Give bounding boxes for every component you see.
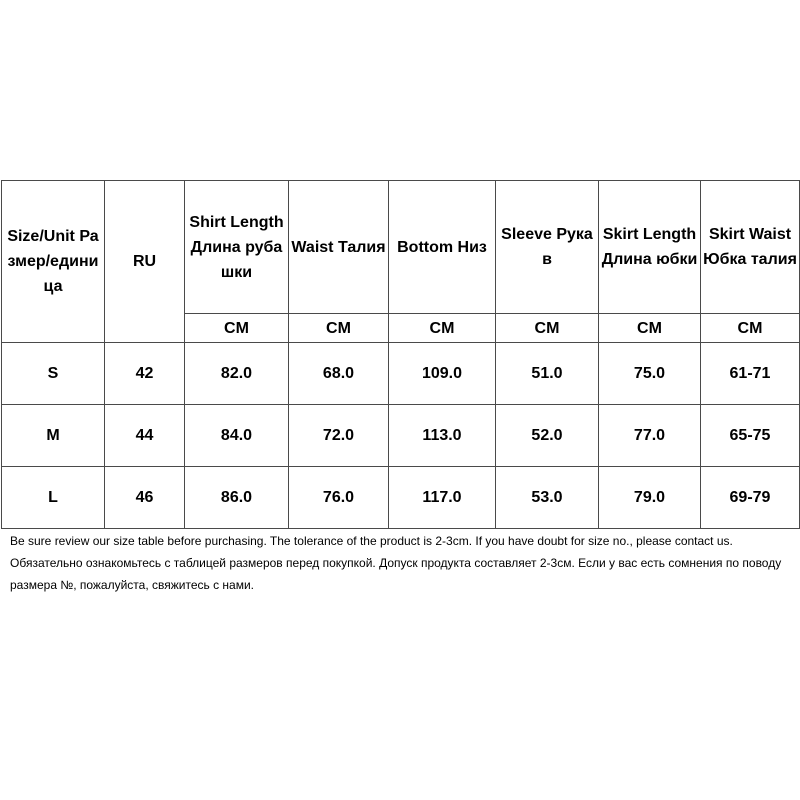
header-size-unit: Size/Unit Размер/единица bbox=[2, 181, 105, 343]
note-english: Be sure review our size table before purchasing. The tolerance of the product is 2-3cm. If you have doubt for size no., please contact us. bbox=[10, 534, 733, 548]
cell-size: S bbox=[2, 343, 105, 405]
header-skirt-length: Skirt Length Длина юбки bbox=[599, 181, 701, 314]
cell-skirt-waist: 69-79 bbox=[701, 467, 800, 529]
header-ru: RU bbox=[105, 181, 185, 343]
unit-sleeve: CM bbox=[496, 314, 599, 343]
cell-ru: 42 bbox=[105, 343, 185, 405]
header-bottom: Bottom Низ bbox=[389, 181, 496, 314]
cell-skirt-length: 79.0 bbox=[599, 467, 701, 529]
cell-size: L bbox=[2, 467, 105, 529]
table-row bbox=[2, 343, 800, 405]
cell-ru: 44 bbox=[105, 405, 185, 467]
cell-skirt-waist: 65-75 bbox=[701, 405, 800, 467]
cell-skirt-waist: 61-71 bbox=[701, 343, 800, 405]
cell-shirt-length: 84.0 bbox=[185, 405, 289, 467]
cell-sleeve: 51.0 bbox=[496, 343, 599, 405]
cell-shirt-length: 86.0 bbox=[185, 467, 289, 529]
unit-bottom: CM bbox=[389, 314, 496, 343]
cell-waist: 72.0 bbox=[289, 405, 389, 467]
unit-skirt-waist: CM bbox=[701, 314, 800, 343]
cell-waist: 68.0 bbox=[289, 343, 389, 405]
cell-shirt-length: 82.0 bbox=[185, 343, 289, 405]
size-table bbox=[1, 180, 800, 529]
cell-sleeve: 52.0 bbox=[496, 405, 599, 467]
cell-bottom: 109.0 bbox=[389, 343, 496, 405]
table-row bbox=[2, 467, 800, 529]
unit-skirt-length: CM bbox=[599, 314, 701, 343]
cell-sleeve: 53.0 bbox=[496, 467, 599, 529]
cell-waist: 76.0 bbox=[289, 467, 389, 529]
header-skirt-waist: Skirt Waist Юбка талия bbox=[701, 181, 800, 314]
note-russian: Обязательно ознакомьтесь с таблицей размеров перед покупкой. Допуск продукта составляет 2-3см. Если у вас есть сомнения по поводу размера №, пожалуйста, свяжитесь с нами. bbox=[10, 556, 782, 592]
header-shirt-length: Shirt Length Длина рубашки bbox=[185, 181, 289, 314]
cell-skirt-length: 75.0 bbox=[599, 343, 701, 405]
cell-bottom: 117.0 bbox=[389, 467, 496, 529]
table-row bbox=[2, 405, 800, 467]
unit-shirt-length: CM bbox=[185, 314, 289, 343]
cell-ru: 46 bbox=[105, 467, 185, 529]
size-notes bbox=[10, 530, 795, 596]
header-sleeve: Sleeve Рукав bbox=[496, 181, 599, 314]
unit-waist: CM bbox=[289, 314, 389, 343]
header-waist: Waist Талия bbox=[289, 181, 389, 314]
cell-bottom: 113.0 bbox=[389, 405, 496, 467]
cell-skirt-length: 77.0 bbox=[599, 405, 701, 467]
header-row bbox=[2, 181, 800, 314]
cell-size: M bbox=[2, 405, 105, 467]
